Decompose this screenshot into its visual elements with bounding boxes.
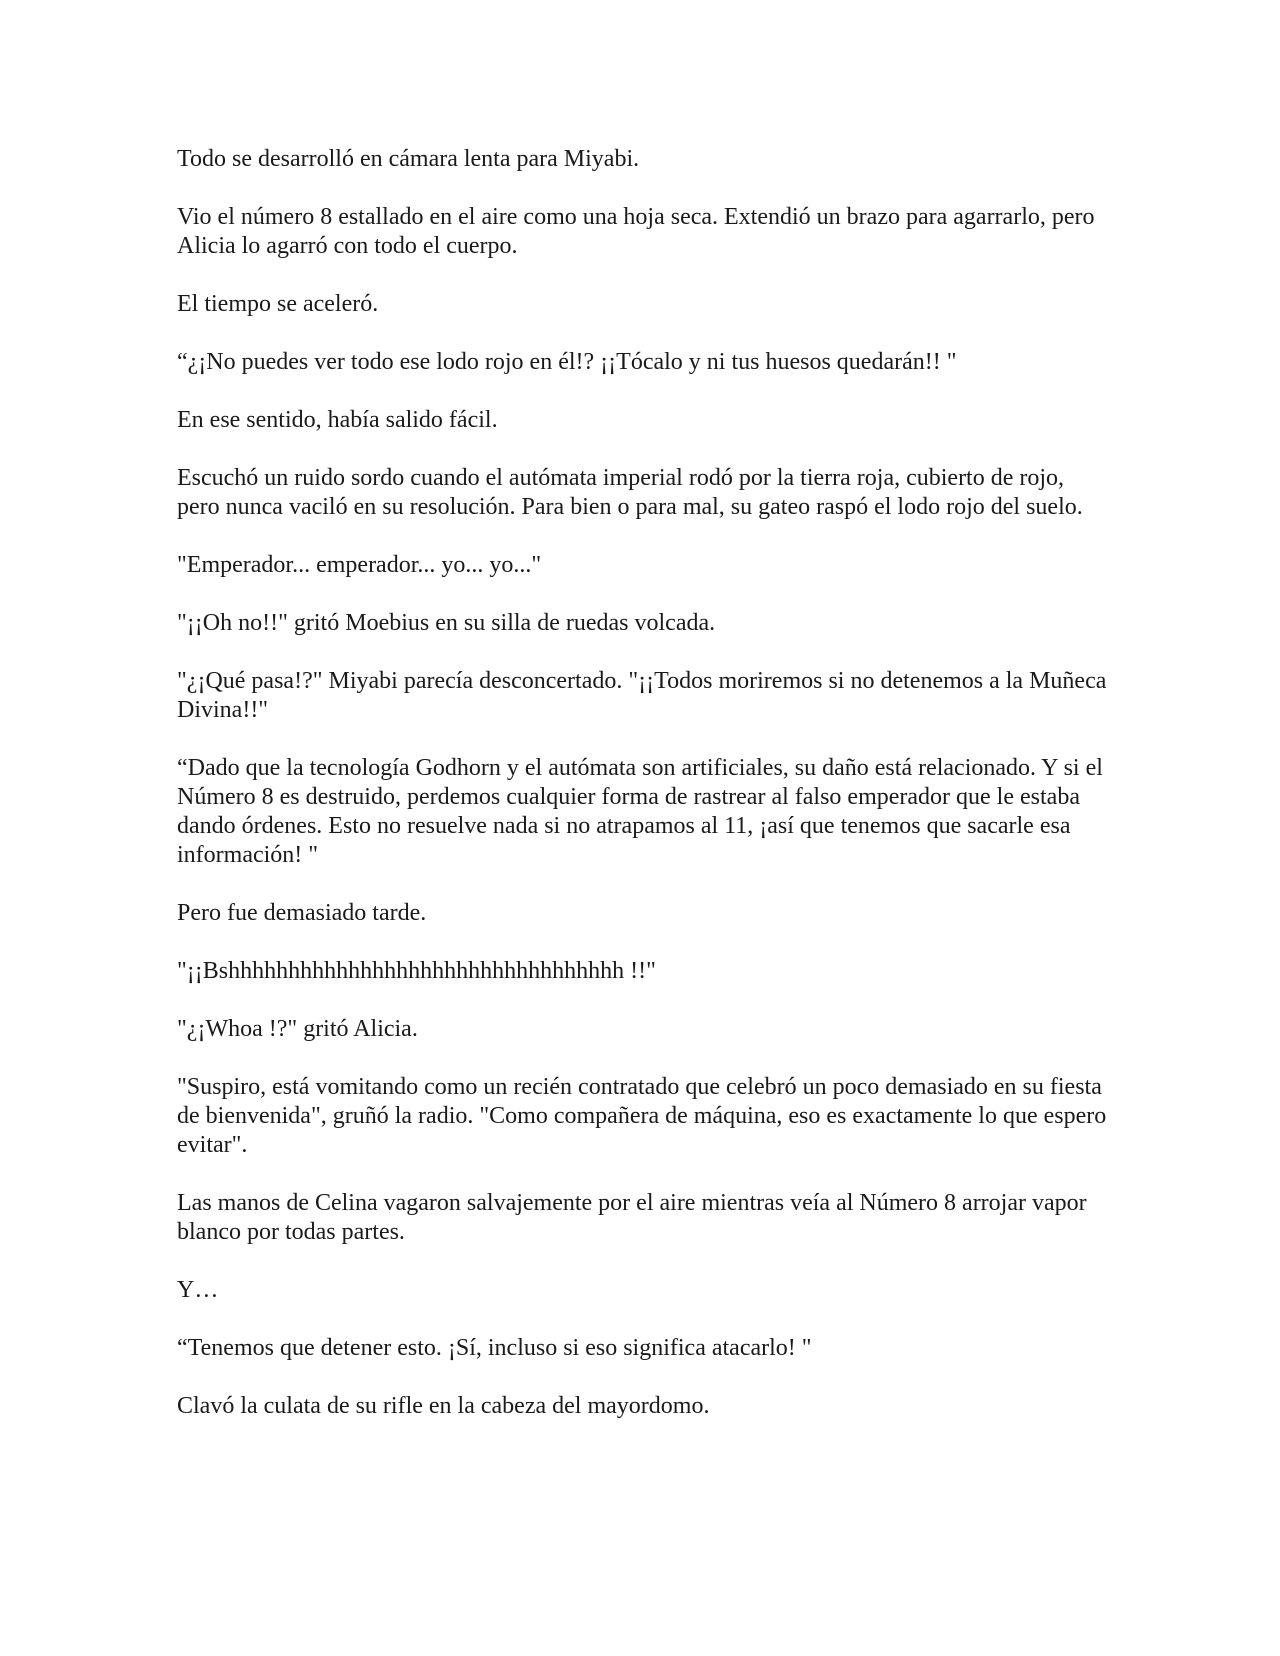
paragraph: Y…	[177, 1277, 219, 1303]
paragraph: "¿¡Whoa !?" gritó Alicia.	[177, 1016, 418, 1042]
paragraph: Las manos de Celina vagaron salvajemente por el aire mientras veía al Número 8 arrojar vapor blanco por todas partes.	[177, 1190, 1087, 1245]
paragraph: El tiempo se aceleró.	[177, 291, 379, 317]
paragraph: "¡¡Bshhhhhhhhhhhhhhhhhhhhhhhhhhhhhhhhh !!"	[177, 958, 656, 984]
paragraph: Pero fue demasiado tarde.	[177, 900, 427, 926]
paragraph: Vio el número 8 estallado en el aire como una hoja seca. Extendió un brazo para agarrarlo, pero Alicia lo agarró con todo el cuerpo.	[177, 204, 1095, 259]
paragraph: “Dado que la tecnología Godhorn y el autómata son artificiales, su daño está relacionado. Y si el Número 8 es destruido, perdemos cualquier forma de rastrear al falso emperador que le estaba dando órdenes. Esto no resuelve nada si no atrapamos al 11, ¡así que tenemos que sacarle esa información! "	[177, 755, 1103, 868]
paragraph: "Emperador... emperador... yo... yo..."	[177, 552, 542, 578]
document-body	[177, 145, 1107, 1450]
paragraph: “Tenemos que detener esto. ¡Sí, incluso si eso significa atacarlo! "	[177, 1335, 812, 1361]
paragraph: En ese sentido, había salido fácil.	[177, 407, 498, 433]
paragraph: "¿¡Qué pasa!?" Miyabi parecía desconcertado. "¡¡Todos moriremos si no detenemos a la Muñeca Divina!!"	[177, 668, 1107, 723]
paragraph: Escuchó un ruido sordo cuando el autómata imperial rodó por la tierra roja, cubierto de rojo, pero nunca vaciló en su resolución. Para bien o para mal, su gateo raspó el lodo rojo del suelo.	[177, 465, 1083, 520]
paragraph: "¡¡Oh no!!" gritó Moebius en su silla de ruedas volcada.	[177, 610, 716, 636]
paragraph: Todo se desarrolló en cámara lenta para Miyabi.	[177, 146, 640, 172]
paragraph: "Suspiro, está vomitando como un recién contratado que celebró un poco demasiado en su fiesta de bienvenida", gruñó la radio. "Como compañera de máquina, eso es exactamente lo que espero evitar".	[177, 1074, 1107, 1158]
paragraph: “¿¡No puedes ver todo ese lodo rojo en él!? ¡¡Tócalo y ni tus huesos quedarán!! "	[177, 349, 957, 375]
paragraph: Clavó la culata de su rifle en la cabeza del mayordomo.	[177, 1393, 710, 1419]
